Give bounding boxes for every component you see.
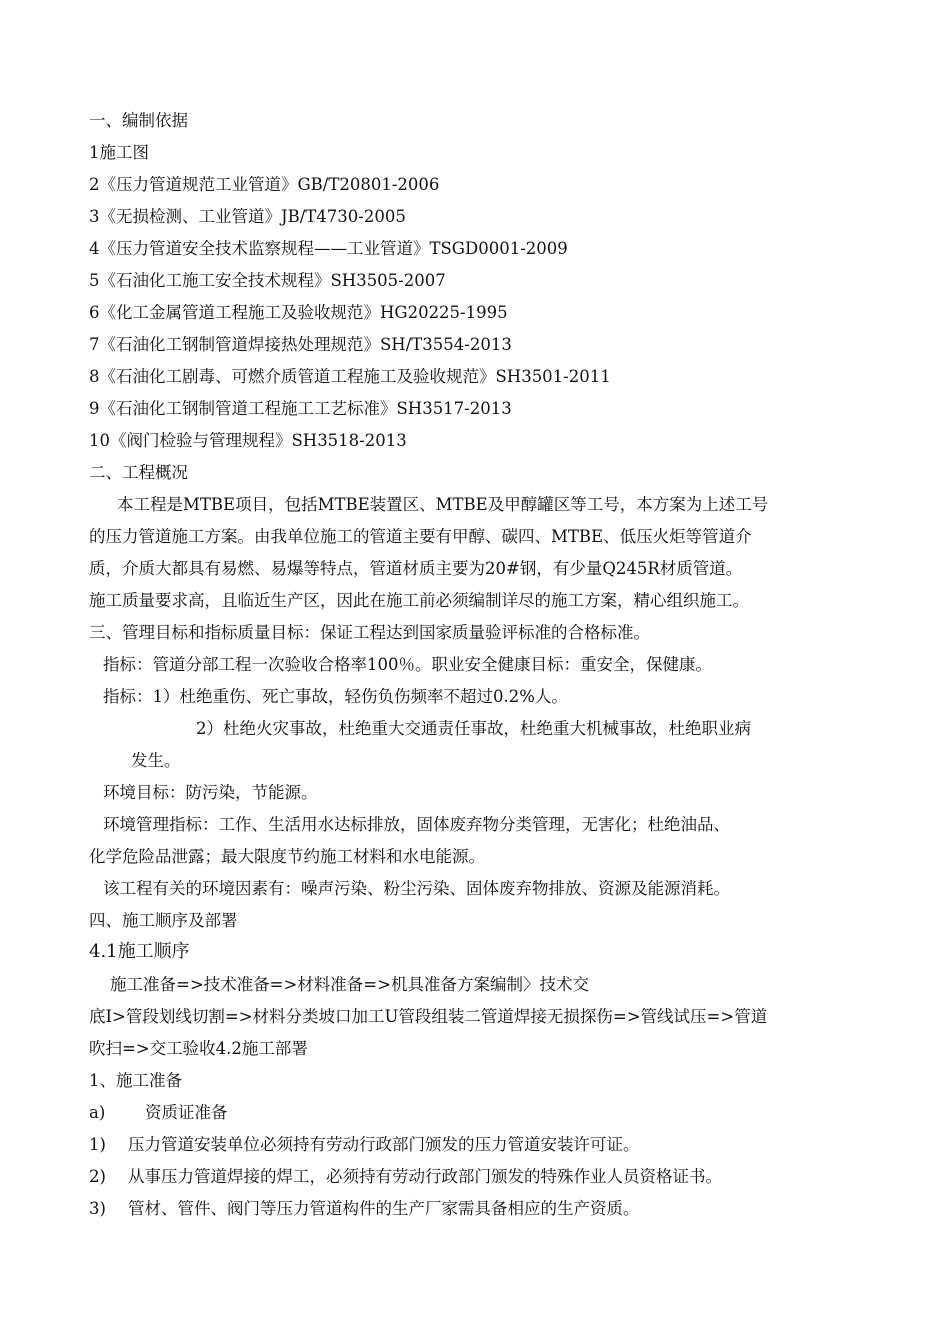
reference-item: 5《石油化工施工安全技术规程》SH3505-2007 xyxy=(89,271,446,290)
overview-line: 施工质量要求高，且临近生产区，因此在施工前必须编制详尽的施工方案，精心组织施工。 xyxy=(89,591,749,610)
reference-item: 4《压力管道安全技术监察规程——工业管道》TSGD0001-2009 xyxy=(89,239,568,258)
section-heading-goals: 三、管理目标和指标质量目标：保证工程达到国家质量验评标准的合格标准。 xyxy=(89,623,650,642)
overview-line: 的压力管道施工方案。由我单位施工的管道主要有甲醇、碳四、MTBE、低压火炬等管道介 xyxy=(89,527,752,546)
env-goal: 环境目标：防污染，节能源。 xyxy=(103,783,318,802)
safety-index: 指标：1）杜绝重伤、死亡事故，轻伤负伤频率不超过0.2%人。 xyxy=(103,687,568,706)
reference-item: 7《石油化工钢制管道焊接热处理规范》SH/T3554-2013 xyxy=(89,335,512,354)
env-index-cont: 化学危险品泄露；最大限度节约施工材料和水电能源。 xyxy=(89,847,485,866)
reference-item: 9《石油化工钢制管道工程施工工艺标准》SH3517-2013 xyxy=(89,399,512,418)
reference-item: 6《化工金属管道工程施工及验收规范》HG20225-1995 xyxy=(89,303,508,322)
safety-index-2-cont: 发生。 xyxy=(131,751,181,770)
item-number: 2) xyxy=(89,1167,106,1186)
item-number: 3) xyxy=(89,1199,106,1218)
item-text: 压力管道安装单位必须持有劳动行政部门颁发的压力管道安装许可证。 xyxy=(128,1135,640,1154)
quality-index: 指标：管道分部工程一次验收合格率100％。职业安全健康目标：重安全，保健康。 xyxy=(103,655,712,674)
reference-item: 2《压力管道规范工业管道》GB/T20801-2006 xyxy=(89,175,440,194)
reference-item: 3《无损检测、工业管道》JB/T4730-2005 xyxy=(89,207,406,226)
reference-item: 10《阀门检验与管理规程》SH3518-2013 xyxy=(89,431,407,450)
qual-label: a) xyxy=(89,1103,106,1122)
subsection-heading-sequence: 4.1施工顺序 xyxy=(89,941,190,962)
flow-line: 施工准备=>技术准备=>材料准备=>机具准备方案编制〉技术交 xyxy=(110,975,589,994)
flow-line: 吹扫=>交工验收4.2施工部署 xyxy=(89,1039,308,1058)
section-heading-basis: 一、编制依据 xyxy=(89,111,188,130)
item-text: 从事压力管道焊接的焊工，必须持有劳动行政部门颁发的特殊作业人员资格证书。 xyxy=(128,1167,722,1186)
overview-line: 质，介质大都具有易燃、易爆等特点，管道材质主要为20#钢，有少量Q245R材质管道。 xyxy=(89,559,743,578)
section-heading-overview: 二、工程概况 xyxy=(89,463,188,482)
flow-line: 底I>管段划线切割=>材料分类坡口加工U管段组装二管道焊接无损探伤=>管线试压=>管道 xyxy=(89,1007,768,1026)
reference-item: 8《石油化工剧毒、可燃介质管道工程施工及验收规范》SH3501-2011 xyxy=(89,367,611,386)
item-number: 1) xyxy=(89,1135,106,1154)
prep-heading: 1、施工准备 xyxy=(89,1071,182,1090)
section-heading-sequence: 四、施工顺序及部署 xyxy=(89,911,238,930)
reference-item: 1施工图 xyxy=(89,143,149,162)
env-index: 环境管理指标：工作、生活用水达标排放，固体废弃物分类管理，无害化；杜绝油品、 xyxy=(103,815,730,834)
qual-text: 资质证准备 xyxy=(145,1103,228,1122)
overview-line: 本工程是MTBE项目，包括MTBE装置区、MTBE及甲醇罐区等工号，本方案为上述工号 xyxy=(117,495,769,514)
env-factors: 该工程有关的环境因素有：噪声污染、粉尘污染、固体废弃物排放、资源及能源消耗。 xyxy=(103,879,730,898)
item-text: 管材、管件、阀门等压力管道构件的生产厂家需具备相应的生产资质。 xyxy=(128,1199,640,1218)
safety-index-2: 2）杜绝火灾事故，杜绝重大交通责任事故，杜绝重大机械事故，杜绝职业病 xyxy=(196,719,751,738)
